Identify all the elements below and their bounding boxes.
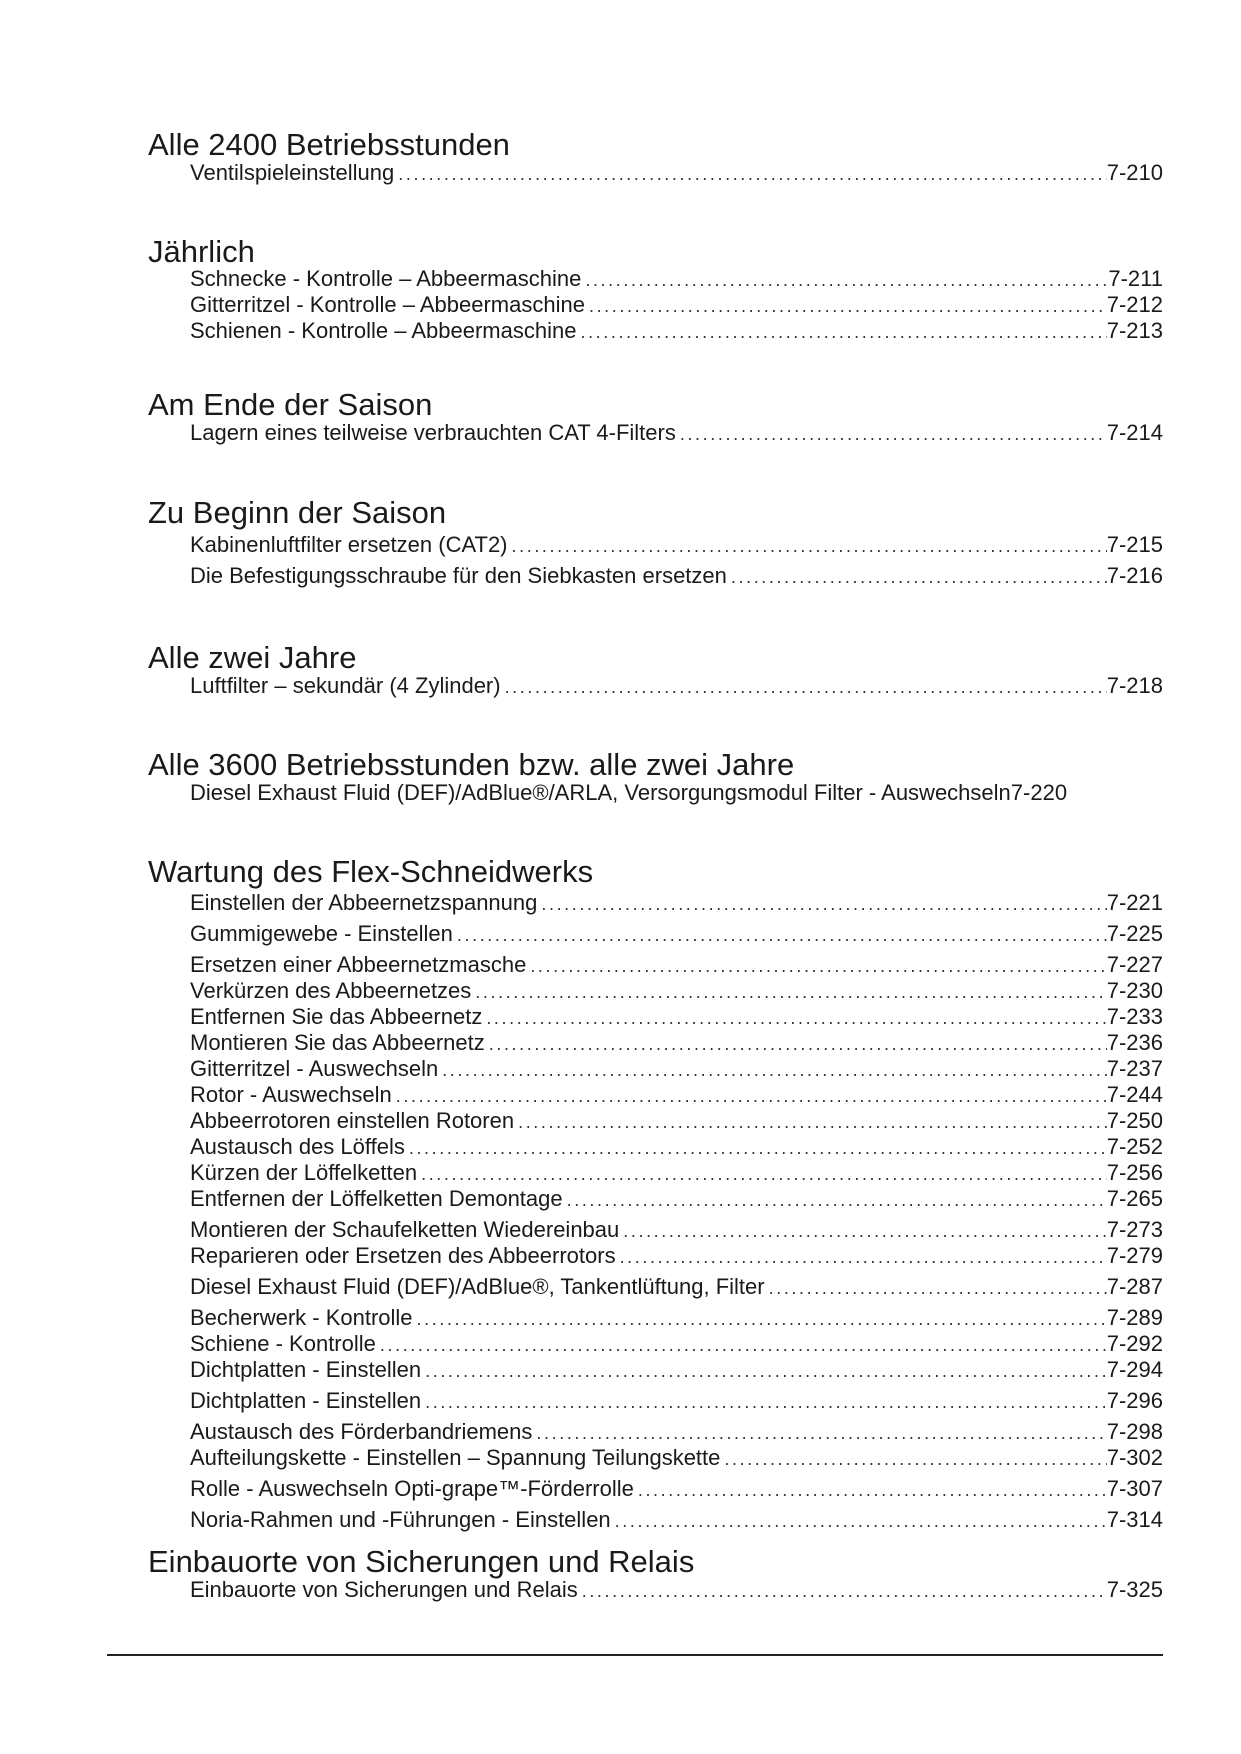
dot-leader [471,979,1106,1005]
section-heading: Alle 2400 Betriebsstunden [148,127,510,162]
dot-leader [376,1332,1107,1358]
entry-title: Einstellen der Abbeernetzspannung [190,890,538,915]
toc-entry[interactable] [190,890,1163,916]
entry-page: 7-252 [1106,1134,1163,1159]
entry-page: 7-210 [1106,160,1163,185]
section-heading: Am Ende der Saison [148,387,433,422]
toc-entry[interactable] [190,420,1163,446]
entry-page: 7-244 [1106,1082,1163,1107]
toc-entry[interactable] [190,266,1163,292]
toc-entry[interactable] [190,1419,1163,1445]
toc-entry[interactable] [190,1108,1163,1134]
toc-section [148,640,1163,698]
section-heading: Jährlich [148,234,255,269]
dot-leader [578,1578,1107,1604]
dot-leader [413,1306,1107,1332]
entry-title: Schnecke - Kontrolle – Abbeermaschine [190,266,582,291]
section-heading: Einbauorte von Sicherungen und Relais [148,1544,695,1579]
entry-title: Luftfilter – sekundär (4 Zylinder) [190,673,501,698]
entry-title: Schiene - Kontrolle [190,1331,376,1356]
entry-page: 7-294 [1106,1357,1163,1382]
dot-leader [417,1161,1107,1187]
toc-entry[interactable] [190,952,1163,978]
dot-leader [619,1218,1106,1244]
toc-section [148,747,1163,805]
entry-page: 7-233 [1106,1004,1163,1029]
entry-title: Ersetzen einer Abbeernetzmasche [190,952,527,977]
entry-title: Kabinenluftfilter ersetzen (CAT2) [190,532,508,557]
entry-title: Verkürzen des Abbeernetzes [190,978,472,1003]
dot-leader [720,1446,1106,1472]
entry-page: 7-214 [1106,420,1163,445]
entry-title: Gitterritzel - Kontrolle – Abbeermaschine [190,292,585,317]
toc-entry[interactable] [190,318,1163,344]
entry-title: Austausch des Förderbandriemens [190,1419,533,1444]
toc-entry[interactable] [190,160,1163,186]
toc-section [148,495,1163,588]
dot-leader [405,1135,1107,1161]
dot-leader [485,1031,1107,1057]
entry-title: Noria-Rahmen und -Führungen - Einstellen [190,1507,611,1532]
entry-page: 7-220 [1010,780,1068,805]
dot-leader [532,1420,1106,1446]
entry-page: 7-212 [1106,292,1163,317]
toc-entry[interactable] [190,1217,1163,1243]
toc-entry[interactable] [190,1331,1163,1357]
toc-entry[interactable] [190,1305,1163,1331]
dot-leader [508,533,1107,559]
entry-page: 7-265 [1106,1186,1163,1211]
toc-entry[interactable] [190,1577,1163,1603]
entry-title: Diesel Exhaust Fluid (DEF)/AdBlue®/ARLA, Versorgungsmodul Filter - Auswechseln [190,780,1011,805]
entry-title: Becherwerk - Kontrolle [190,1305,413,1330]
toc-entry[interactable] [190,673,1163,699]
entry-title: Abbeerrotoren einstellen Rotoren [190,1108,515,1133]
entry-page: 7-227 [1106,952,1163,977]
dot-leader [394,161,1106,187]
entry-title: Montieren der Schaufelketten Wiedereinbau [190,1217,620,1242]
dot-leader [392,1083,1107,1109]
dot-leader [526,953,1106,979]
footer-rule [107,1654,1163,1656]
dot-leader [537,891,1106,917]
dot-leader [765,1275,1107,1301]
toc-entry[interactable] [190,1445,1163,1471]
dot-leader [581,267,1108,293]
dot-leader [421,1389,1107,1415]
entry-page: 7-216 [1106,563,1163,588]
toc-entry[interactable] [190,1160,1163,1186]
entry-title: Aufteilungskette - Einstellen – Spannung Teilungskette [190,1445,721,1470]
entry-page: 7-292 [1106,1331,1163,1356]
dot-leader [611,1508,1107,1534]
toc-entry[interactable] [190,1004,1163,1030]
toc-section [148,1544,1163,1602]
entry-page: 7-250 [1106,1108,1163,1133]
section-heading: Wartung des Flex-Schneidwerks [148,854,594,889]
entry-page: 7-221 [1106,890,1163,915]
dot-leader [563,1187,1107,1213]
toc-entry[interactable] [190,780,1163,806]
entry-title: Austausch des Löffels [190,1134,405,1159]
entry-page: 7-236 [1106,1030,1163,1055]
entry-title: Gitterritzel - Auswechseln [190,1056,439,1081]
dot-leader [453,922,1107,948]
toc-entry[interactable] [190,1357,1163,1383]
toc-entry[interactable] [190,532,1163,558]
entry-page: 7-256 [1106,1160,1163,1185]
entry-page: 7-215 [1106,532,1163,557]
entry-title: Kürzen der Löffelketten [190,1160,418,1185]
entry-page: 7-302 [1106,1445,1163,1470]
dot-leader [576,319,1106,345]
entry-title: Schienen - Kontrolle – Abbeermaschine [190,318,577,343]
entry-page: 7-218 [1106,673,1163,698]
dot-leader [501,674,1107,700]
entry-page: 7-279 [1106,1243,1163,1268]
entry-title: Entfernen Sie das Abbeernetz [190,1004,483,1029]
toc-entry[interactable] [190,292,1163,318]
entry-title: Ventilspieleinstellung [190,160,395,185]
toc-entry[interactable] [190,1507,1163,1533]
toc-entry[interactable] [190,563,1163,589]
entry-title: Reparieren oder Ersetzen des Abbeerrotors [190,1243,616,1268]
entry-page: 7-325 [1106,1577,1163,1602]
entry-page: 7-314 [1106,1507,1163,1532]
dot-leader [634,1477,1107,1503]
entry-page: 7-225 [1106,921,1163,946]
toc-section [148,127,1163,185]
entry-title: Lagern eines teilweise verbrauchten CAT 4-Filters [190,420,676,445]
dot-leader [421,1358,1107,1384]
toc-entry[interactable] [190,1056,1163,1082]
dot-leader [482,1005,1106,1031]
entry-page: 7-298 [1106,1419,1163,1444]
entry-title: Entfernen der Löffelketten Demontage [190,1186,563,1211]
entry-title: Rolle - Auswechseln Opti-grape™-Förderrolle [190,1476,634,1501]
entry-page: 7-273 [1106,1217,1163,1242]
entry-page: 7-211 [1108,266,1163,291]
entry-title: Dichtplatten - Einstellen [190,1388,422,1413]
toc-entry[interactable] [190,1030,1163,1056]
entry-page: 7-213 [1106,318,1163,343]
entry-page: 7-287 [1106,1274,1163,1299]
entry-title: Die Befestigungsschraube für den Siebkasten ersetzen [190,563,727,588]
toc-entry[interactable] [190,978,1163,1004]
entry-page: 7-296 [1106,1388,1163,1413]
dot-leader [585,293,1107,319]
toc-section [148,387,1163,445]
dot-leader [616,1244,1107,1270]
section-heading: Alle zwei Jahre [148,640,357,675]
entry-title: Montieren Sie das Abbeernetz [190,1030,485,1055]
entry-title: Gummigewebe - Einstellen [190,921,453,946]
toc-section [148,234,1163,343]
entry-title: Rotor - Auswechseln [190,1082,392,1107]
dot-leader [438,1057,1107,1083]
toc-entry[interactable] [190,1134,1163,1160]
dot-leader [727,564,1107,590]
toc-entry[interactable] [190,1186,1163,1212]
entry-title: Diesel Exhaust Fluid (DEF)/AdBlue®, Tankentlüftung, Filter [190,1274,765,1299]
section-heading: Alle 3600 Betriebsstunden bzw. alle zwei Jahre [148,747,795,782]
entry-page: 7-307 [1106,1476,1163,1501]
toc-entry[interactable] [190,921,1163,947]
toc-entry[interactable] [190,1388,1163,1414]
toc-entry[interactable] [190,1274,1163,1300]
entry-title: Einbauorte von Sicherungen und Relais [190,1577,578,1602]
toc-entry[interactable] [190,1082,1163,1108]
toc-section [148,854,1163,1532]
section-heading: Zu Beginn der Saison [148,495,447,530]
dot-leader [676,421,1107,447]
entry-title: Dichtplatten - Einstellen [190,1357,422,1382]
entry-page: 7-230 [1106,978,1163,1003]
entry-page: 7-289 [1106,1305,1163,1330]
dot-leader [514,1109,1107,1135]
toc-entry[interactable] [190,1476,1163,1502]
entry-page: 7-237 [1106,1056,1163,1081]
toc-entry[interactable] [190,1243,1163,1269]
